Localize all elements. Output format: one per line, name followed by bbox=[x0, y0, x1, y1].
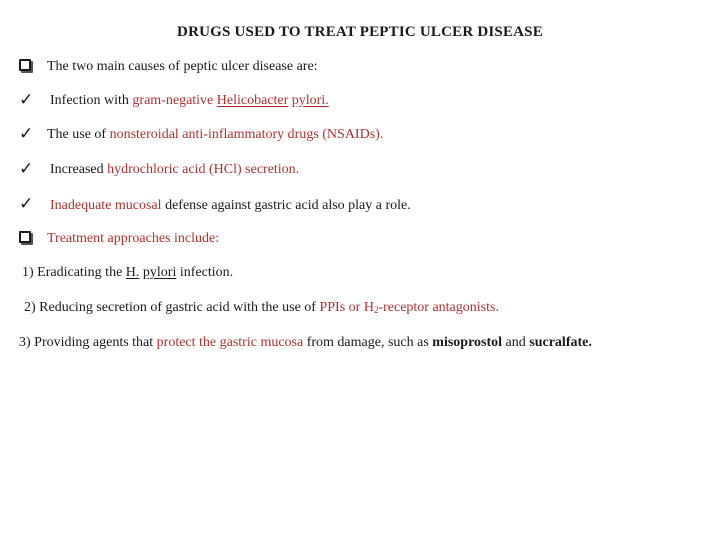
intro-text: The two main causes of peptic ulcer disease are: bbox=[47, 59, 318, 74]
treatment-2 bbox=[24, 299, 499, 319]
treatment-2-subscript: 2 bbox=[373, 305, 379, 315]
checkmark-icon: ✓ bbox=[19, 124, 34, 144]
cause-3-prefix: Increased bbox=[50, 162, 108, 177]
cause-2-red: nonsteroidal anti-inflammatory drugs (NSAIDs). bbox=[109, 127, 384, 142]
treatment-2-red-2: -receptor antagonists. bbox=[378, 300, 499, 315]
treatment-3-red: protect the gastric mucosa bbox=[156, 335, 304, 350]
checkmark-icon: ✓ bbox=[19, 159, 34, 179]
checkmark-icon: ✓ bbox=[19, 194, 34, 214]
cause-1-red: gram-negative bbox=[132, 93, 217, 108]
cause-3-red: hydrochloric acid (HCl) secretion. bbox=[107, 162, 300, 177]
treatment-3-and: and bbox=[502, 335, 530, 350]
cause-4 bbox=[50, 197, 411, 215]
cause-2-prefix: The use of bbox=[47, 127, 110, 142]
cause-1 bbox=[50, 92, 329, 110]
treatment-3 bbox=[19, 334, 592, 352]
treatment-1-prefix: 1) Eradicating the bbox=[22, 265, 126, 280]
cause-1-genus: Helicobacter bbox=[216, 93, 289, 108]
treatment-3-prefix: 3) Providing agents that bbox=[19, 335, 157, 350]
treatment-1-h: H. bbox=[125, 265, 140, 280]
treatment-2-red-1: PPIs or H bbox=[319, 300, 374, 315]
cause-4-suffix: defense against gastric acid also play a role. bbox=[161, 198, 411, 213]
checkmark-icon: ✓ bbox=[19, 90, 34, 110]
cause-2 bbox=[47, 126, 383, 144]
cause-3 bbox=[50, 161, 299, 179]
square-bullet-icon bbox=[19, 59, 31, 71]
square-bullet-icon bbox=[19, 231, 31, 243]
page-title: DRUGS USED TO TREAT PEPTIC ULCER DISEASE bbox=[177, 24, 543, 40]
treatment-2-prefix: 2) Reducing secretion of gastric acid with the use of bbox=[24, 300, 320, 315]
drug-misoprostol: misoprostol bbox=[432, 335, 503, 350]
treatment-3-middle: from damage, such as bbox=[303, 335, 433, 350]
treatment-1-pylori: pylori bbox=[142, 265, 177, 280]
cause-1-species: pylori. bbox=[291, 93, 329, 108]
cause-1-prefix: Infection with bbox=[50, 93, 133, 108]
treatment-1 bbox=[22, 264, 233, 282]
treatment-heading: Treatment approaches include: bbox=[47, 231, 220, 246]
drug-sucralfate: sucralfate. bbox=[529, 335, 592, 350]
treatment-1-suffix: infection. bbox=[176, 265, 234, 280]
cause-4-red: Inadequate mucosal bbox=[50, 198, 162, 213]
